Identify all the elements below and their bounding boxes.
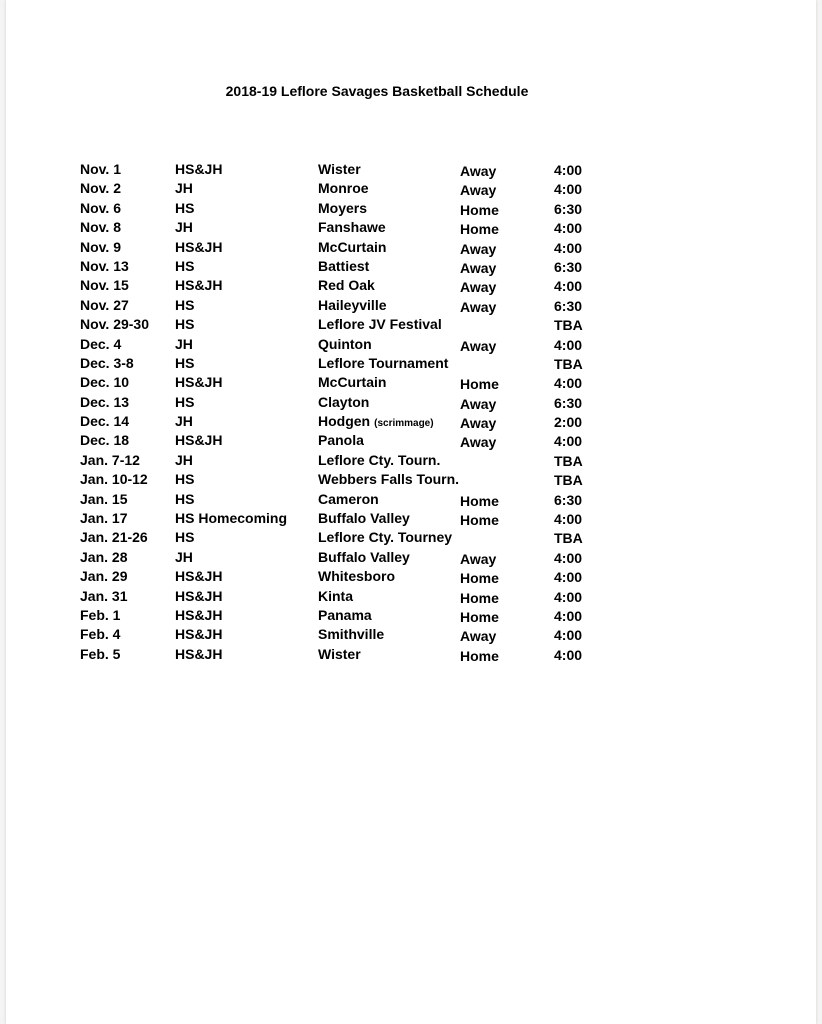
schedule-date: Dec. 18 [80,432,130,449]
schedule-date: Jan. 7-12 [80,451,140,468]
schedule-location: Away [460,279,497,296]
schedule-time: 4:00 [554,220,583,237]
schedule-row [0,296,822,315]
schedule-row [0,199,822,218]
schedule-level: HS [175,316,195,333]
schedule-level: HS [175,471,195,488]
schedule-row [0,218,822,237]
schedule-opponent-name: Red Oak [318,277,375,294]
schedule-level: JH [175,180,193,197]
schedule-date: Feb. 5 [80,645,121,662]
schedule-opponent-name: Wister [318,161,361,177]
schedule-opponent [318,354,448,373]
schedule-opponent [318,606,372,625]
schedule-time: 4:00 [554,278,583,295]
schedule-row [0,606,822,625]
schedule-row [0,645,822,664]
schedule-date: Nov. 13 [80,257,129,274]
schedule-level: HS&JH [175,645,223,662]
schedule-opponent [318,393,369,412]
schedule-time: 4:00 [554,375,583,392]
schedule-date: Jan. 28 [80,548,128,565]
schedule-opponent [318,431,364,450]
schedule-time: 2:00 [554,414,583,431]
schedule-row [0,257,822,276]
schedule-opponent [318,335,372,354]
schedule-opponent-name: Cameron [318,490,379,507]
schedule-row [0,412,822,431]
schedule-time: 4:00 [554,646,583,663]
schedule-title-text: 2018-19 Leflore Savages Basketball Schedule [225,83,529,99]
schedule-opponent-name: Leflore JV Festival [318,316,442,333]
schedule-row [0,276,822,295]
schedule-opponent [318,490,379,509]
schedule-level: JH [175,451,193,468]
schedule-opponent [318,509,410,528]
schedule-location: Away [460,550,497,567]
schedule-time: 4:00 [554,549,583,566]
schedule-location: Home [460,221,499,238]
schedule-level: JH [175,548,193,565]
schedule-row [0,354,822,373]
schedule-opponent [318,567,395,586]
schedule-date: Nov. 6 [80,199,121,216]
schedule-opponent-name: Panola [318,432,364,449]
schedule-date: Nov. 15 [80,277,129,294]
schedule-location: Away [460,163,497,179]
schedule-location: Home [460,376,499,393]
schedule-opponent-name: McCurtain [318,374,387,391]
schedule-time: 6:30 [554,200,583,217]
schedule-opponent [318,160,361,179]
schedule-opponent-name: Moyers [318,199,368,216]
schedule-location: Home [460,512,499,529]
schedule-opponent-name: Buffalo Valley [318,510,410,527]
schedule-location: Away [460,240,497,257]
schedule-time: TBA [554,530,583,547]
schedule-location: Away [460,298,497,315]
schedule-date: Dec. 10 [80,374,130,391]
schedule-location: Away [460,337,497,354]
schedule-opponent-name: Haileyville [318,296,387,313]
schedule-opponent [318,528,452,547]
schedule-location: Home [460,608,499,625]
schedule-date: Nov. 2 [80,180,121,197]
schedule-level: HS [175,296,195,313]
schedule-opponent-name: McCurtain [318,238,387,255]
schedule-time: 4:00 [554,162,583,178]
schedule-row [0,470,822,489]
schedule-level: HS&JH [175,374,223,391]
schedule-date: Feb. 1 [80,606,121,623]
schedule-location: Home [460,647,499,664]
schedule-opponent [318,315,442,334]
schedule-time: TBA [554,452,583,469]
schedule-date: Dec. 13 [80,393,130,410]
schedule-opponent-name: Leflore Tournament [318,354,449,371]
schedule-level: HS [175,490,195,507]
schedule-date: Nov. 1 [80,161,121,177]
schedule-date: Jan. 31 [80,587,128,604]
schedule-time: 4:00 [554,336,583,353]
schedule-level: HS&JH [175,587,223,604]
schedule-row [0,335,822,354]
schedule-level: HS [175,529,195,546]
schedule-level: JH [175,335,193,352]
schedule-date: Jan. 29 [80,568,128,585]
schedule-date: Jan. 21-26 [80,529,148,546]
schedule-location: Home [460,492,499,509]
schedule-opponent-name: Leflore Cty. Tourn. [318,451,441,468]
schedule-opponent-name: Smithville [318,626,385,643]
schedule-level: HS&JH [175,238,223,255]
schedule-table [0,160,822,664]
schedule-time: 4:00 [554,588,583,605]
schedule-level: HS [175,393,195,410]
schedule-opponent-name: Buffalo Valley [318,548,410,565]
schedule-opponent [318,276,375,295]
schedule-opponent-name: Fanshawe [318,219,386,236]
schedule-time: 6:30 [554,258,583,275]
schedule-row [0,160,822,179]
schedule-opponent [318,373,386,392]
schedule-row [0,393,822,412]
schedule-row [0,451,822,470]
schedule-opponent [318,199,367,218]
schedule-date: Dec. 3-8 [80,354,134,371]
schedule-date: Jan. 15 [80,490,128,507]
schedule-date: Nov. 8 [80,219,121,236]
schedule-opponent-name: Kinta [318,587,353,604]
schedule-opponent-name: Hodgen [318,413,371,430]
schedule-opponent-name: Panama [318,606,372,623]
schedule-row [0,587,822,606]
schedule-time: 4:00 [554,607,583,624]
schedule-title [0,83,822,99]
schedule-row [0,179,822,198]
schedule-level: HS&JH [175,568,223,585]
schedule-time: 6:30 [554,394,583,411]
schedule-row [0,625,822,644]
schedule-opponent [318,587,353,606]
schedule-location: Away [460,434,497,451]
schedule-location: Home [460,570,499,587]
schedule-level: HS [175,199,195,216]
schedule-level: HS [175,257,195,274]
schedule-row [0,373,822,392]
schedule-opponent [318,451,440,470]
schedule-opponent-name: Clayton [318,393,370,410]
schedule-opponent-name: Leflore Cty. Tourney [318,529,453,546]
schedule-time: 4:00 [554,627,583,644]
schedule-opponent [318,548,410,567]
schedule-location: Away [460,395,497,412]
schedule-opponent [318,625,384,644]
schedule-level: HS&JH [175,277,223,294]
schedule-date: Jan. 17 [80,510,128,527]
schedule-date: Jan. 10-12 [80,471,148,488]
schedule-row [0,490,822,509]
schedule-level: HS&JH [175,626,223,643]
schedule-row [0,431,822,450]
schedule-time: 6:30 [554,297,583,314]
schedule-level: HS&JH [175,432,223,449]
schedule-location: Home [460,201,499,218]
schedule-opponent-name: Monroe [318,180,369,197]
schedule-time: TBA [554,355,583,372]
schedule-level: HS&JH [175,161,223,177]
schedule-opponent [318,218,386,237]
schedule-row [0,528,822,547]
schedule-level: HS Homecoming [175,510,288,527]
schedule-opponent [318,645,361,664]
schedule-opponent-name: Quinton [318,335,372,352]
schedule-time: TBA [554,317,583,334]
schedule-date: Feb. 4 [80,626,121,643]
schedule-opponent [318,179,369,198]
schedule-opponent [318,470,459,489]
schedule-row [0,315,822,334]
schedule-note: (scrimmage) [374,418,434,430]
schedule-time: 6:30 [554,491,583,508]
schedule-date: Nov. 29-30 [80,316,149,333]
schedule-level: JH [175,413,193,430]
schedule-date: Dec. 4 [80,335,122,352]
schedule-date: Nov. 9 [80,238,121,255]
schedule-location: Away [460,182,497,199]
schedule-date: Nov. 27 [80,296,129,313]
schedule-opponent [318,238,386,257]
schedule-opponent [318,257,369,276]
schedule-location: Away [460,259,497,276]
schedule-opponent [318,412,434,433]
schedule-opponent-name: Whitesboro [318,568,395,585]
schedule-opponent [318,296,387,315]
schedule-row [0,548,822,567]
schedule-date: Dec. 14 [80,413,130,430]
schedule-time: 4:00 [554,511,583,528]
schedule-opponent-name: Battiest [318,257,370,274]
schedule-time: TBA [554,472,583,489]
schedule-time: 4:00 [554,181,583,198]
schedule-level: HS&JH [175,606,223,623]
schedule-location: Away [460,415,497,432]
schedule-opponent-name: Webbers Falls Tourn. [318,471,460,488]
schedule-opponent-name: Wister [318,645,361,662]
schedule-time: 4:00 [554,569,583,586]
schedule-time: 4:00 [554,433,583,450]
schedule-time: 4:00 [554,239,583,256]
schedule-location: Away [460,628,497,645]
schedule-level: HS [175,354,195,371]
schedule-level: JH [175,219,193,236]
schedule-row [0,567,822,586]
schedule-row [0,238,822,257]
schedule-location: Home [460,589,499,606]
schedule-row [0,509,822,528]
